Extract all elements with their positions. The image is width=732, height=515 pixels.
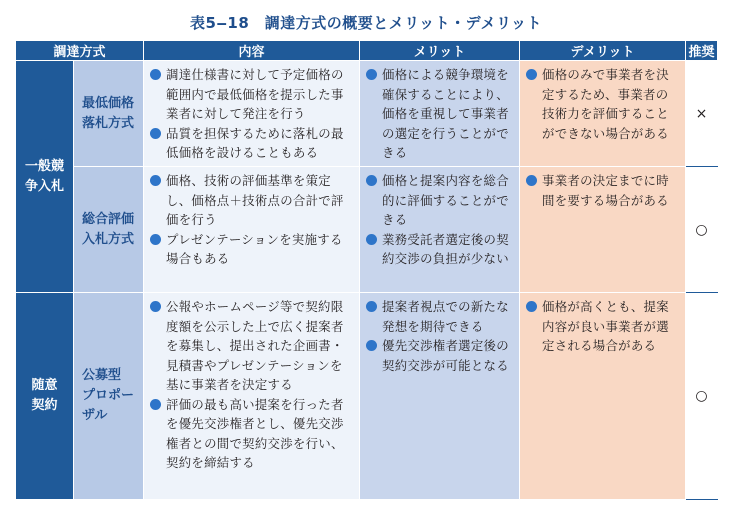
- table-title: 表5‒18 調達方式の概要とメリット・デメリット: [190, 14, 542, 32]
- procurement-table: [15, 40, 718, 500]
- bullet-icon: [150, 399, 161, 410]
- list-item: 調達仕様書に対して予定価格の範囲内で最低価格を提示した事業者に対して発注を行う: [150, 65, 355, 124]
- list-item: 事業者の決定までに時間を要する場合がある: [526, 171, 681, 210]
- bullet-icon: [526, 301, 537, 312]
- bullet-icon: [366, 175, 377, 186]
- demerit-cell: [520, 293, 686, 500]
- content-cell: [144, 293, 360, 500]
- method-cell: 総合評価 入札方式: [74, 167, 144, 293]
- demerit-cell: [520, 61, 686, 167]
- table-row: [16, 167, 718, 293]
- list-item: 価格、技術の評価基準を策定し、価格点＋技術点の合計で評価を行う: [150, 171, 355, 230]
- table-row: [16, 293, 718, 500]
- bullet-icon: [150, 175, 161, 186]
- header-demerit: デメリット: [520, 41, 686, 61]
- list-item: 評価の最も高い提案を行った者を優先交渉権者とし、優先交渉権者との間で契約交渉を行い、契約を締結する: [150, 395, 355, 473]
- list-item: 価格と提案内容を総合的に評価することができる: [366, 171, 515, 230]
- bullet-icon: [526, 175, 537, 186]
- bullet-icon: [526, 69, 537, 80]
- header-merit: メリット: [360, 41, 520, 61]
- bullet-icon: [366, 301, 377, 312]
- bullet-icon: [366, 340, 377, 351]
- merit-cell: [360, 167, 520, 293]
- list-item: 価格が高くとも、提案内容が良い事業者が選定される場合がある: [526, 297, 681, 356]
- bullet-icon: [366, 234, 377, 245]
- content-cell: [144, 167, 360, 293]
- recommend-cell: ×: [686, 61, 718, 167]
- category-cell: 随意 契約: [16, 293, 74, 500]
- header-recommend: 推奨: [686, 41, 718, 61]
- method-cell: 公募型 プロポー ザル: [74, 293, 144, 500]
- list-item: 価格による競争環境を確保することにより、価格を重視して事業者の選定を行うことができる: [366, 65, 515, 163]
- demerit-cell: [520, 167, 686, 293]
- bullet-icon: [150, 128, 161, 139]
- category-cell: 一般競 争入札: [16, 61, 74, 293]
- bullet-icon: [366, 69, 377, 80]
- header-content: 内容: [144, 41, 360, 61]
- method-cell: 最低価格 落札方式: [74, 61, 144, 167]
- list-item: プレゼンテーションを実施する場合もある: [150, 230, 355, 269]
- recommend-cell: ○: [686, 293, 718, 500]
- list-item: 業務受託者選定後の契約交渉の負担が少ない: [366, 230, 515, 269]
- list-item: 公報やホームページ等で契約限度額を公示した上で広く提案者を募集し、提出された企画書・見積書やプレゼンテーションを基に事業者を決定する: [150, 297, 355, 395]
- merit-cell: [360, 61, 520, 167]
- content-cell: [144, 61, 360, 167]
- recommend-cell: ○: [686, 167, 718, 293]
- merit-cell: [360, 293, 520, 500]
- bullet-icon: [150, 69, 161, 80]
- list-item: 品質を担保するために落札の最低価格を設けることもある: [150, 124, 355, 163]
- list-item: 提案者視点での新たな発想を期待できる: [366, 297, 515, 336]
- table-row: [16, 61, 718, 167]
- list-item: 価格のみで事業者を決定するため、事業者の技術力を評価することができない場合がある: [526, 65, 681, 143]
- list-item: 優先交渉権者選定後の契約交渉が可能となる: [366, 336, 515, 375]
- bullet-icon: [150, 301, 161, 312]
- bullet-icon: [150, 234, 161, 245]
- header-method: 調達方式: [16, 41, 144, 61]
